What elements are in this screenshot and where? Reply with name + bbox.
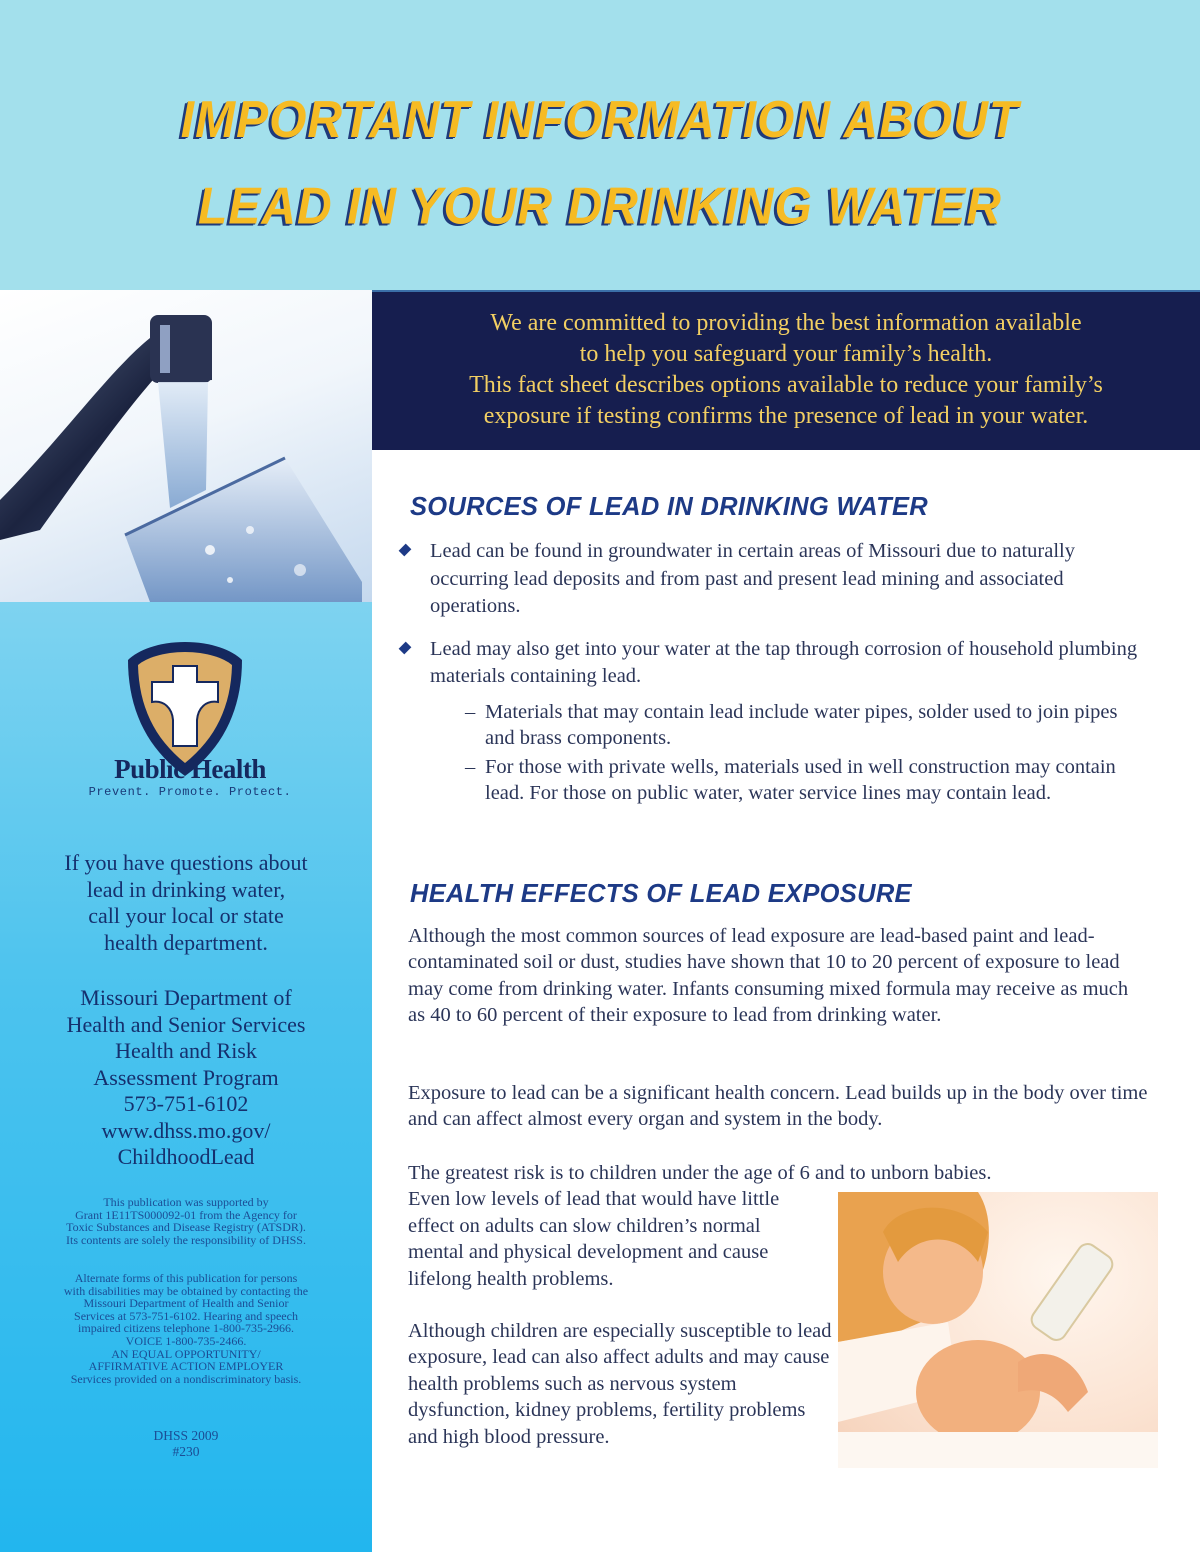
fine-print-line: with disabilities may be obtained by contacting the [63,1283,309,1298]
publication-line: DHSS 2009 [153,1428,219,1443]
contact-website-path[interactable]: ChildhoodLead [117,1144,255,1169]
sub-list-item-text: Materials that may contain lead include water pipes, solder used to join pipes and brass components. [485,700,1118,749]
sub-list [430,699,1138,807]
fine-print-line: Services provided on a nondiscriminatory basis. [70,1371,302,1386]
intro-line: to help you safeguard your family’s health. [579,341,993,367]
list-item [398,538,1138,621]
intro-line: This fact sheet describes options available to reduce your family’s [469,372,1103,398]
list-item-text: Lead may also get into your water at the tap through corrosion of household plumbing materials containing lead. [430,637,1138,687]
health-paragraph-4: Although children are especially susceptible to lead exposure, lead can also affect adults and may cause health problems such as nervous system dysfunction, kidney problems, fertility problems and high blood pressure. [408,1320,832,1448]
contact-line: Missouri Department of [80,985,292,1010]
list-item-text: Lead can be found in groundwater in certain areas of Missouri due to naturally occurring lead deposits and from past and present lead mining and associated operations. [430,540,1075,617]
sub-list-item [430,699,1138,752]
health-risk-detail: Even low levels of lead that would have little effect on adults can slow children’s normal mental and physical development and cause lifelong health problems. [408,1188,780,1290]
title-line-2: LEAD IN YOUR DRINKING WATER [198,178,1002,236]
contact-line: Health and Risk [115,1038,257,1063]
question-line: health department. [104,929,268,955]
contact-phone: 573-751-6102 [123,1091,249,1116]
intro-banner [372,290,1200,450]
intro-line: We are committed to providing the best information available [490,310,1082,336]
health-paragraph-1: Although the most common sources of lead exposure are lead-based paint and lead-contaminated soil or dust, studies have shown that 10 to 20 percent of exposure to lead may come from drinking water. Infants consuming mixed formula may receive as much as 40 to 60 percent of their exposure to lead from drinking water. [408,925,1129,1027]
fine-print-line: This publication was supported by [103,1195,269,1209]
sources-list [398,538,1138,822]
children-illustration-icon [838,1192,1158,1468]
logo-text [0,753,372,799]
page-title [0,78,1200,251]
fine-print-line: AFFIRMATIVE ACTION EMPLOYER [88,1359,284,1374]
question-line: call your local or state [88,903,284,928]
dash-bullet-icon: – [465,700,476,723]
contact-line: Assessment Program [93,1064,279,1090]
health-risk-line: The greatest risk is to children under the age of 6 and to unborn babies. [408,1162,992,1184]
fine-print-line: VOICE 1-800-735-2466. [125,1333,247,1348]
sidebar [0,290,372,1552]
health-paragraph-2: Exposure to lead can be a significant health concern. Lead builds up in the body over time and can affect almost every organ and system in the body. [408,1082,1148,1131]
contact-website[interactable]: www.dhss.mo.gov/ [101,1117,271,1143]
list-item [398,636,1138,807]
publication-number: #230 [172,1444,200,1459]
grant-notice [30,1196,342,1246]
logo-name: Public Health [114,754,266,784]
title-line-1: IMPORTANT INFORMATION ABOUT [180,91,1020,149]
intro-text [372,308,1200,432]
sub-list-item [430,754,1138,807]
sources-heading: SOURCES OF LEAD IN DRINKING WATER [410,493,929,521]
fine-print-line: Alternate forms of this publication for persons [74,1271,298,1285]
faucet-photo [0,290,372,602]
faucet-illustration-icon [0,290,372,602]
children-photo [838,1192,1158,1468]
question-line: lead in drinking water, [86,876,286,902]
diamond-bullet-icon [399,641,412,654]
contact-line: Health and Senior Services [66,1011,306,1037]
fine-print-line: Toxic Substances and Disease Registry (ATSDR). [66,1220,306,1235]
sub-list-item-text: For those with private wells, materials used in well construction may contain lead. For those on public water, water service lines may contain lead. [485,755,1116,804]
fine-print-line: AN EQUAL OPPORTUNITY/ [111,1346,261,1361]
fine-print-line: Its contents are solely the responsibility of DHSS. [66,1232,306,1247]
publication-id [30,1428,342,1460]
question-line: If you have questions about [64,850,308,875]
contact-block [0,985,372,1171]
fine-print-line: impaired citizens telephone 1-800-735-2966. [78,1321,294,1336]
accessibility-notice [30,1272,342,1385]
diamond-bullet-icon [399,544,412,557]
intro-line: exposure if testing confirms the presence of lead in your water. [483,403,1089,429]
logo-tagline: Prevent. Promote. Protect. [88,785,292,799]
fine-print-line: Missouri Department of Health and Senior [83,1296,289,1311]
dash-bullet-icon: – [465,755,476,778]
health-heading: HEALTH EFFECTS OF LEAD EXPOSURE [410,880,912,908]
fine-print-line: Grant 1E11TS000092-01 from the Agency for [75,1207,297,1222]
fine-print-line: Services at 573-751-6102. Hearing and speech [74,1308,298,1323]
questions-callout [0,850,372,956]
header-band [0,0,1200,290]
